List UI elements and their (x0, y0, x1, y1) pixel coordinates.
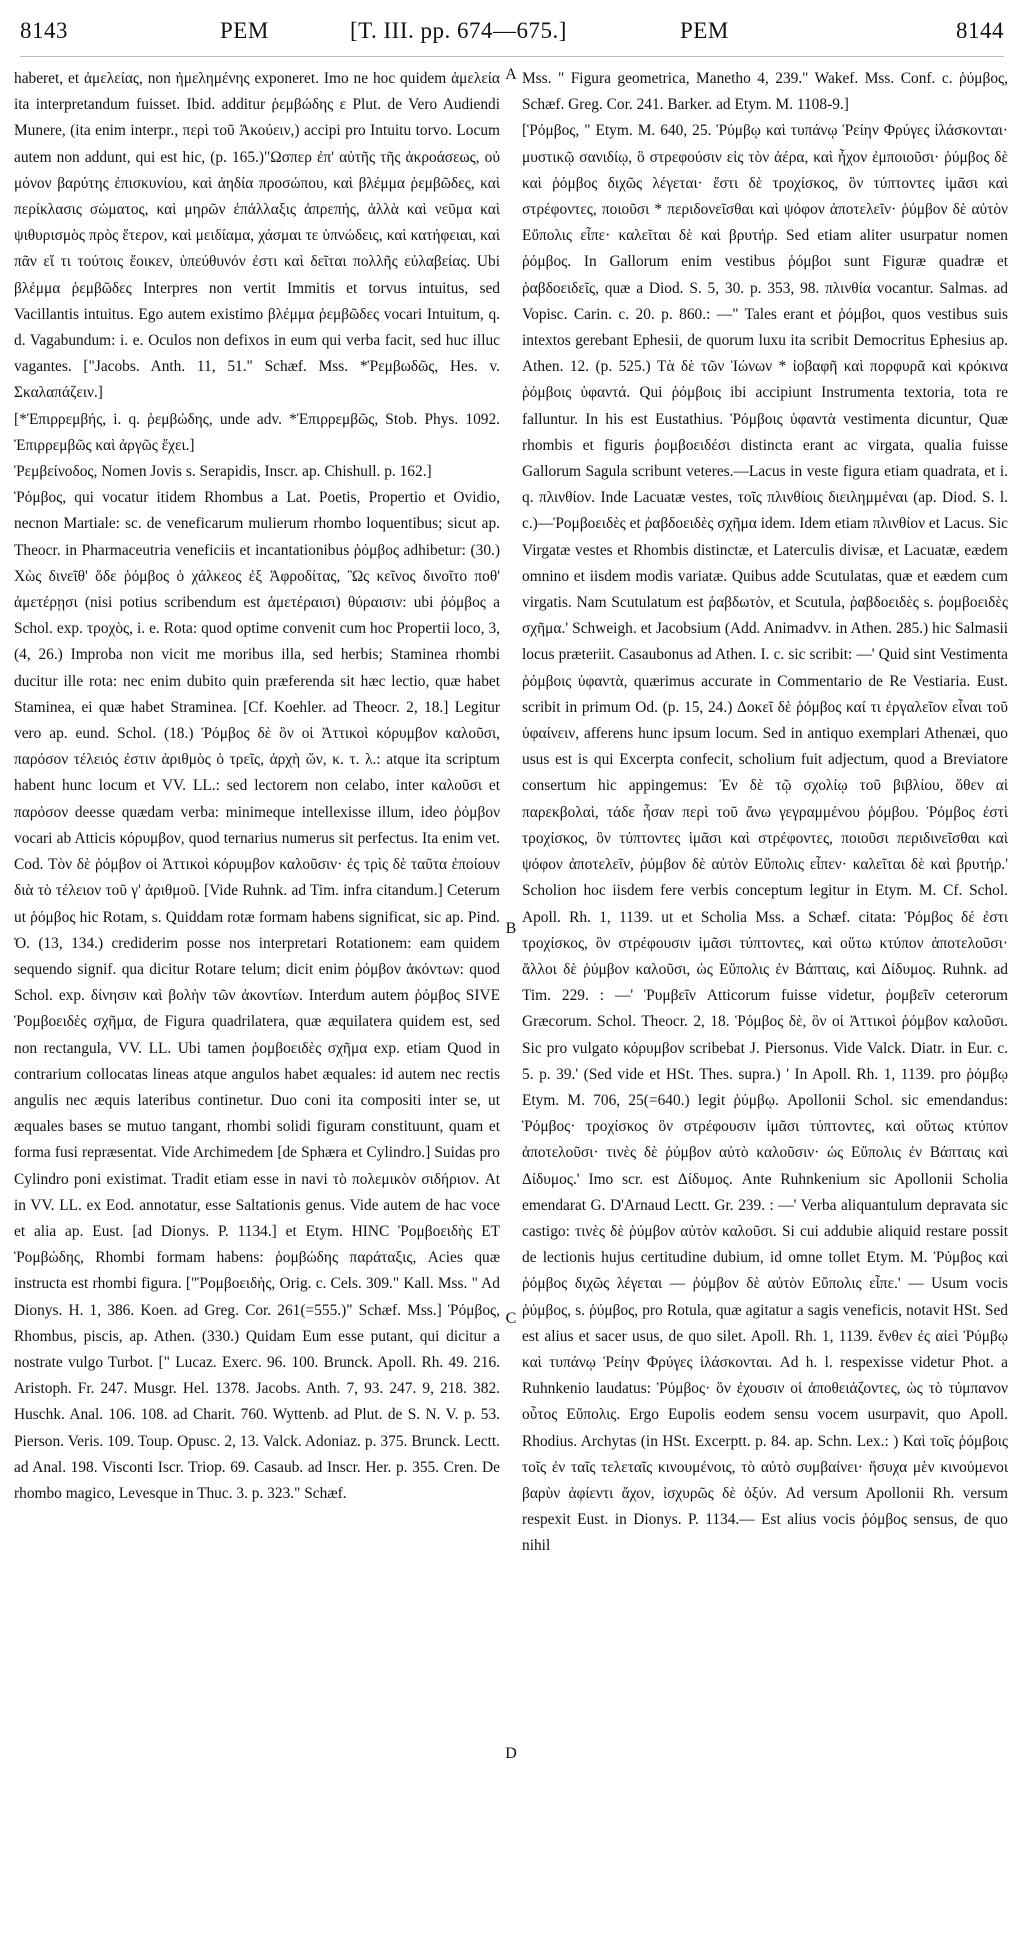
section-letter-b: B (505, 920, 517, 937)
left-paragraph: haberet, et ἀμελείας, non ἠμελημένης exponeret. Imo ne hoc quidem ἀμελεία ita interpretandum fuisset. Ibid. additur ῥεμβώδης ε Plut. de Vero Audiendi Munere, (ita enim interpr., περὶ τοῦ Ἀκούειν,) accipi pro Intuitu torvo. Locum autem non addunt, qui est hic, (p. 165.)"Ωσπερ ἐπ' αὐτῆς τῆς ἀκροάσεως, οὐ μόνον βαρύτης ἐπισκυνίου, καὶ ἀηδία προσώπου, καὶ βλέμμα ῥεμβῶδες, καὶ περίκλασις σώματος, καὶ μηρῶν ἐπάλλαξις ἀπρεπής, ἀλλὰ καὶ νεῦμα καὶ ψιθυρισμὸς πρὸς ἕτερον, καὶ μειδίαμα, χάσμαι τε ὑπνώδεις, καὶ κατήφειαι, καὶ πᾶν εἴ τι τούτοις ἔοικεν, ὑπεύθυνόν ἐστι καὶ δεῖται πολλῆς εὐλαβείας. Ubi βλέμμα ῥεμβῶδες Interpres non vertit Immitis et torvus intuitus, sed Vacillantis intuitus. Ego autem existimo βλέμμα ῥεμβῶδες vocari Intuitum, q. d. Vagabundum: i. e. Oculos non defixos in eum qui verba facit, sed huc illuc vagantes. ["Jacobs. Anth. 11, 51." Schæf. Mss. *Ῥεμβωδῶς, Hes. v. Σκαλαπάζειν.] (14, 70, 500, 402)
section-letter-c: C (505, 1310, 517, 1327)
section-letter-d: D (505, 1745, 517, 1762)
header-rule (20, 56, 1004, 57)
left-page-number: 8143 (20, 18, 68, 43)
right-paragraph: Mss. " Figura geometrica, Manetho 4, 239." Wakef. Mss. Conf. c. ῥύμβος, Schæf. Greg. Cor. 241. Barker. ad Etym. M. 1108-9.] (522, 70, 1008, 114)
right-column (522, 66, 1008, 1928)
left-headword: ΡΕΜ (220, 18, 269, 43)
right-headword: ΡΕΜ (680, 18, 729, 43)
volume-reference: [T. III. pp. 674—675.] (350, 18, 567, 43)
left-paragraph: [*Ἐπιρρεμβής, i. q. ῥεμβώδης, unde adv. *Ἐπιρρεμβῶς, Stob. Phys. 1092. Ἐπιρρεμβῶς καὶ ἀργῶς ἔχει.] (14, 410, 500, 454)
right-page-number: 8144 (956, 18, 1004, 43)
page-header (20, 18, 1004, 58)
section-letter-a: A (505, 66, 517, 83)
left-paragraph: Ῥεμβείνοδος, Nomen Jovis s. Serapidis, Inscr. ap. Chishull. p. 162.] (14, 463, 432, 481)
left-column (14, 66, 500, 1928)
left-paragraph: Ῥόμβος, qui vocatur itidem Rhombus a Lat. Poetis, Propertio et Ovidio, necnon Martiale: sc. de veneficarum mulierum rhombo loquentibus; sicut ap. Theocr. in Pharmaceutria veneficiis et incantationibus ῥόμβος adhibetur: (30.) Χὼς δινεῖθ' ὅδε ῥόμβος ὁ χάλκεος ἐξ Ἀφροδίτας, Ὣς κεῖνος δινοῖτο ποθ' ἁμετέρῃσι (nisi potius scribendum est ἁμετέραισι) θύραισιν: ubi ῥόμβος a Schol. exp. τροχὸς, i. e. Rota: quod optime convenit cum hoc Propertii loco, 3, (4, 26.) Improba non vicit me moribus illa, sed herbis; Staminea rhombi ducitur ille rota: nec enim dubito quin præferenda sit hæc lectio, quæ habet Staminea, ei quæ habet Straminea. [Cf. Koehler. ad Theocr. 2, 18.] Legitur vero ap. eund. Schol. (18.) Ῥόμβος δὲ ὃν οἱ Ἀττικοὶ κόρυμβον καλοῦσι, παρόσον τέλειός ἐστιν ἀριθμὸς ὁ τρεῖς, ἀρχὴ ὤν, κ. τ. λ.: atque ita scriptum habent hunc locum et VV. LL.: sed lectorem non celabo, inter καλοῦσι et παρόσον deesse quædam verba: minimeque intellexisse illum, ideo ῥόμβον vocari ab Atticis κόρυμβον, quod ternarius numerus sit perfectus. Ita enim vet. Cod. Τὸν δὲ ῥόμβον οἱ Ἀττικοὶ κόρυμβον καλοῦσιν· ἐς τρὶς δὲ ταῦτα ἐποίουν διὰ τὸ τέλειον τοῦ γ' ἀριθμοῦ. [Vide Ruhnk. ad Tim. infra citandum.] Ceterum ut ῥόμβος hic Rotam, s. Quiddam rotæ formam habens significat, sic ap. Pind. Ὀ. (13, 134.) crediderim posse nos interpretari Rotationem: eam quidem sequendo signif. qua dicitur Rotare telum; dicit enim ῥόμβον ἀκόντων: quod Schol. exp. δίνησιν καὶ βολὴν τῶν ἀκοντίων. Interdum autem ῥόμβος SIVE Ῥομβοειδὲς σχῆμα, de Figura quadrilatera, quæ æquilatera quidem est, sed non rectangula, VV. LL. Ubi tamen ῥομβοειδὲς σχῆμα exp. etiam Quod in contrarium collocatas lineas atque angulos habet æquales: id autem nec rectis angulis nec æquis lateribus continetur. Duo coni ita compositi inter se, ut æquales bases se mutuo tangant, rhombi solidi figuram constituunt, quam et forma fusi repræsentat. Vide Archimedem [de Sphæra et Cylindro.] Suidas pro Cylindro poni existimat. Tradit etiam esse in navi τὸ πολεμικὸν σιδήριον. At in VV. LL. ex Eod. annotatur, esse Saltationis genus. Vide autem de hac voce et alia ap. Eust. [ad Dionys. P. 1134.] et Etym. HINC Ῥομβοειδὴς ET Ῥομβώδης, Rhombi formam habens: ῥομβώδης παράταξις, Acies quæ instructa est rhombi figura. ["Ῥομβοειδὴς, Orig. c. Cels. 309." Kall. Mss. " Ad Dionys. H. 1, 386. Koen. ad Greg. Cor. 261(=555.)" Schæf. Mss.] Ῥόμβος, Rhombus, piscis, ap. Athen. (330.) Quidam Eum esse putant, qui dicitur a nostrate vulgo Turbot. [" Lucaz. Exerc. 96. 100. Brunck. Apoll. Rh. 49. 216. Aristoph. Fr. 247. Musgr. Hel. 1378. Jacobs. Anth. 7, 93. 247. 9, 218. 382. Huschk. Anal. 106. 108. ad Charit. 760. Wyttenb. ad Plut. de S. N. V. p. 53. Pierson. Veris. 109. Toup. Opusc. 2, 13. Valck. Adoniaz. p. 375. Brunck. Lectt. ad Anal. 198. Visconti Iscr. Triop. 69. Casaub. ad Inscr. Her. p. 355. Cren. De rhombo magico, Levesque in Thuc. 3. p. 323." Schæf. (14, 489, 500, 1502)
right-paragraph: [Ῥόμβος, " Etym. M. 640, 25. Ῥύμβῳ καὶ τυπάνῳ Ῥείην Φρύγες ἱλάσκονται· μυστικῷ σανιδίῳ, ὃ στρεφούσιν εἰς τὸν ἀέρα, καὶ ἦχον ἐμποιοῦσι· ῥύμβος δὲ καὶ ῥόμβος διχῶς λέγεται· ἔστι δὲ τροχίσκος, ὃν τύπτοντες ἱμᾶσι καὶ στρέφοντες, ποιοῦσι * περιδονεῖσθαι καὶ ψόφον ἀποτελεῖν· ῥύμβον δὲ αὐτὸν Εὔπολις εἶπε· καλεῖται δὲ καὶ βρυτήρ. Sed etiam aliter usurpatur nomen ῥόμβος. In Gallorum enim vestibus ῥόμβοι sunt Figuræ quadræ et ῥαβδοειδεῖς, quæ a Diod. S. 5, 30. p. 353, 98. πλινθία vocantur. Salmas. ad Vopisc. Carin. c. 20. p. 860.: —" Tales erant et ῥόμβοι, quos vestibus suis intextos gerebant Ephesii, de quorum luxu ita scribit Democritus Ephesius ap. Athen. 12. (p. 525.) Τὰ δὲ τῶν Ἰώνων * ἰοβαφῆ καὶ πορφυρᾶ καὶ κρόκινα ῥόμβοις ὑφαντά. Qui ῥόμβοις ibi accipiunt Instrumenta textoria, tota re falluntur. In his est Eustathius. Ῥόμβοις ὑφαντὰ vestimenta dicuntur, Quæ rhombis et figuris ῥομβοειδέσι distincta erant ac virgata, qualia fuisse Gallorum Sagula scribunt veteres.—Lacus in veste figura etiam quadrata, et i. q. πλινθίον. Inde Lacuatæ vestes, τοῖς πλινθίοις διειλημμέναι (ap. Diod. S. l. c.)—Ῥομβοειδὲς et ῥαβδοειδὲς σχῆμα idem. Idem etiam πλινθίον et Lacus. Sic Virgatæ vestes et Rhombis distinctæ, et Laterculis divisæ, et Lacuatæ, eædem omnino et iisdem modis variatæ. Quibus adde Scutulatas, quæ et eædem cum virgatis. Nam Scutulatum est ῥαβδωτὸν, et Scutula, ῥαβδοειδὲς s. ῥομβοειδὲς σχῆμα.' Schweigh. et Jacobsium (Add. Animadvv. in Athen. 285.) hic Salmasii locus præteriit. Casaubonus ad Athen. I. c. sic scribit: —' Quid sint Vestimenta ῥόμβοις ὑφαντὰ, quærimus accurate in Commentario de Re Vestiaria. Eust. scribit in primum Od. (p. 15, 24.) Δοκεῖ δὲ ῥόμβος καί τι ἐργαλεῖον εἶναι τοῦ ὑφαίνειν, afferens hunc ipsum locum. Sed in antiquo exemplari Athenæi, quo usus est is qui Excerpta confecit, scholium fuit adjectum, quod a Breviatore consertum hic appingemus: Ἐν δὲ τῷ σχολίῳ τοῦ βιβλίου, ὅθεν αἱ παρεκβολαὶ, τάδε ἦσαν περὶ τοῦ ἄνω γεγραμμένου ῥόμβου. Ῥόμβος ἐστὶ τροχίσκος, ὃν τύπτοντες ἱμᾶσι καὶ στρέφοντες, ποιοῦσι περιδινεῖσθαι καὶ ψόφον ἀποτελεῖν, ῥύμβον δὲ αὐτὸν Εὔπολις εἶπεν· καλεῖται δὲ καὶ βρυτήρ.' Scholion hoc iisdem fere verbis conceptum legitur in Etym. M. Cf. Schol. Apoll. Rh. 1, 1139. ut et Scholia Mss. a Schæf. citata: Ῥόμβος δέ ἐστι τροχίσκος, ὃν στρέφουσιν ἱμᾶσι τύπτοντες, καὶ οὕτω κτύπον ἀποτελοῦσι· ἄλλοι δὲ ῥύμβον καλοῦσι, ὡς Εὔπολις ἐν Βάπταις, καὶ Δίδυμος. Ruhnk. ad Tim. 229. : —' Ῥυμβεῖν Atticorum fuisse videtur, ῥομβεῖν ceterorum Græcorum. Schol. Theocr. 2, 18. Ῥόμβος δὲ, ὃν οἱ Ἀττικοὶ ῥόμβον καλοῦσι. Sic pro vulgato κόρυμβον scribebat J. Piersonus. Vide Valck. Diatr. in Eur. c. 5. p. 39.' (Sed vide et HSt. Thes. supra.) ' In Apoll. Rh. 1, 1139. pro ῥόμβῳ Etym. M. 706, 25(=640.) legit ῥύμβῳ. Apollonii Schol. sic emendandus: Ῥόμβος· τροχίσκος ὃν στρέφουσιν ἱμᾶσι τύπτοντες, καὶ οὕτως κτύπον ἀποτελοῦσι· τινὲς δὲ ῥύμβον αὐτὸ καλοῦσιν· ὡς Εὔπολις ἐν Βάπταις καὶ Δίδυμος.' Imo scr. est Δίδυμος. Ante Ruhnkenium sic Apollonii Scholia emendarat G. D'Arnaud Lectt. Gr. 239. : —' Verba aliquantulum depravata sic castigo: τινὲς δὲ ῥύμβον αὐτὸν καλοῦσι. Si cui addubie aliquid restare possit de lectionis hujus certitudine dubium, id omne tollet Etym. M. Ῥύμβος καὶ ῥόμβος διχῶς λέγεται — ῥύμβον δὲ αὐτὸν Εὔπολις εἶπε.' — Usum vocis ῥύμβος, s. ῥύμβος, pro Rotula, quæ agitatur a sagis veneficis, notavit HSt. Sed est alius et sacer usus, de quo silet. Apoll. Rh. 1, 1139. ἔνθεν ἐς αἰεὶ Ῥύμβῳ καὶ τυπάνῳ Ῥείην Φρύγες ἱλάσκονται. Ad h. l. respexisse videtur Phot. a Ruhnkenio laudatus: Ῥύμβος· ὃν ἐχουσιν οἱ ἀποθειάζοντες, ὡς τὸ τύμπανον οὗτος Εὔπολις. Ergo Eupolis eodem sensu vocem usurpavit, quo Apoll. Rhodius. Archytas (in HSt. Excerptt. p. 84. ap. Schn. Lex.: ) Καὶ τοῖς ῥόμβοις τοῖς ἐν ταῖς τελεταῖς κινουμένοις, τὸ αὐτὸ συμβαίνει· ἥσυχα μὲν κινούμενοι βαρὺν ἀφίεντι ἄχον, ἰσχυρῶς δὲ ὀξύν. Ad versum Apollonii Rh. versum respexit Eust. in Dionys. P. 1134.— Est alius vocis ῥόμβος sensus, de quo nihil (522, 122, 1008, 1555)
